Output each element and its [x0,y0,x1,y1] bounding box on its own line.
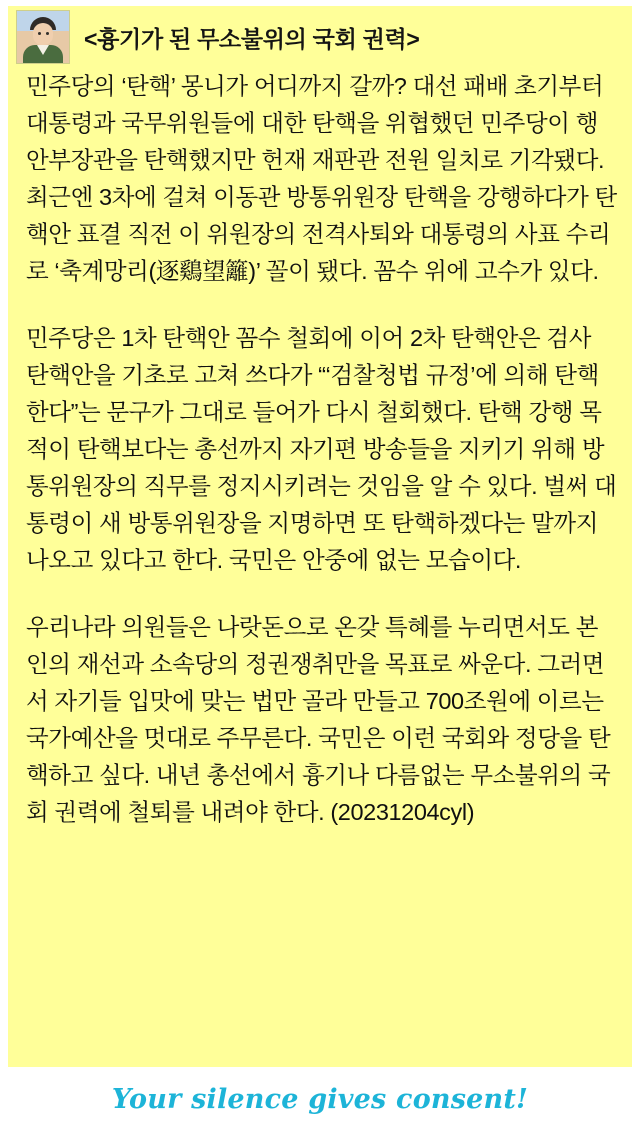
avatar-face [33,23,53,45]
article-body [8,68,632,831]
footer-slogan: Your silence gives consent! [111,1083,529,1115]
avatar-eye-right [46,32,49,35]
avatar-eye-left [38,32,41,35]
paragraph-3: 우리나라 의원들은 나랏돈으로 온갖 특혜를 누리면서도 본인의 재선과 소속당의 정권쟁취만을 목표로 싸운다. 그러면서 자기들 입맛에 맞는 법만 골라 만들고 700조원에 이르는 국가예산을 멋대로 주무른다. 국민은 이런 국회와 정당을 탄핵하고 싶다. 내년 총선에서 흉기나 다름없는 무소불위의 국회 권력에 철퇴를 내려야 한다. (20231204cyl) [26,614,611,825]
avatar [16,10,70,64]
card-header [8,6,632,68]
paragraph-2: 민주당은 1차 탄핵안 꼼수 철회에 이어 2차 탄핵안은 검사 탄핵안을 기초로 고쳐 쓰다가 “‘검찰청법 규정’에 의해 탄핵한다”는 문구가 그대로 들어가 다시 철회했다. 탄핵 강행 목적이 탄핵보다는 총선까지 자기편 방송들을 지키기 위해 방통위원장의 직무를 정지시키려는 것임을 알 수 있다. 벌써 대통령이 새 방통위원장을 지명하면 또 탄핵하겠다는 말까지 나오고 있다고 한다. 국민은 안중에 없는 모습이다. [26,325,617,573]
paragraph-1: 민주당의 ‘탄핵’ 몽니가 어디까지 갈까? 대선 패배 초기부터 대통령과 국무위원들에 대한 탄핵을 위협했던 민주당이 행안부장관을 탄핵했지만 헌재 재판관 전원 일치로 기각됐다. 최근엔 3차에 걸쳐 이동관 방통위원장 탄핵을 강행하다가 탄핵안 표결 직전 이 위원장의 전격사퇴와 대통령의 사표 수리로 ‘축계망리(逐鷄望籬)’ 꼴이 됐다. 꼼수 위에 고수가 있다. [26,73,617,284]
note-card [8,6,632,1067]
page-title: <흉기가 된 무소불위의 국회 권력> [84,25,420,52]
footer-banner [0,1070,640,1128]
